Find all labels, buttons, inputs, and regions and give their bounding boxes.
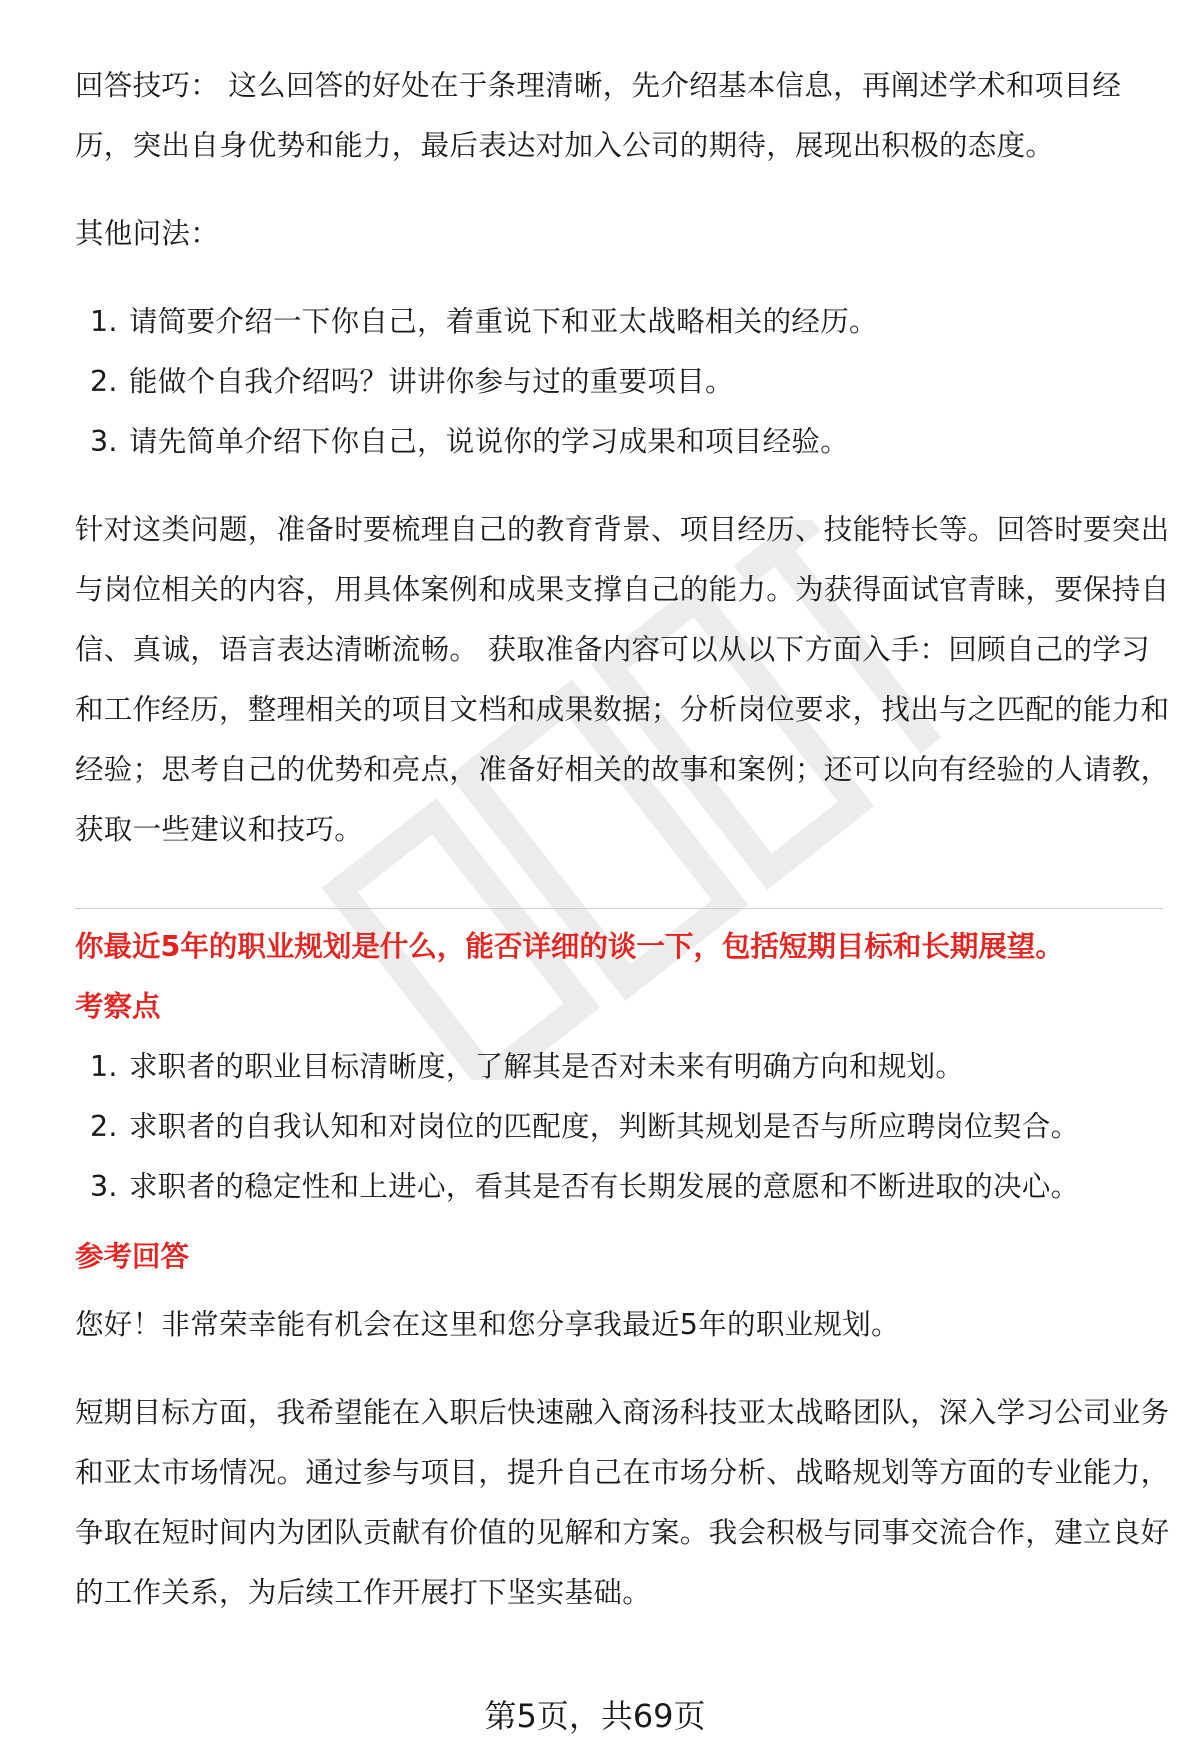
- list-item-text: 求职者的自我认知和对岗位的匹配度，判断其规划是否与所应聘岗位契合。: [129, 1110, 1080, 1143]
- list-item-text: 求职者的职业目标清晰度，了解其是否对未来有明确方向和规划。: [129, 1050, 965, 1083]
- question-title: 你最近5年的职业规划是什么，能否详细的谈一下，包括短期目标和长期展望。: [75, 930, 1064, 963]
- tip-paragraph: 回答技巧： 这么回答的好处在于条理清晰，先介绍基本信息，再阐述学术和项目经历，突出自身优势和能力，最后表达对加入公司的期待，展现出积极的态度。: [75, 69, 1122, 162]
- other-questions-list: [75, 292, 1175, 472]
- list-number: 1.: [90, 1050, 118, 1083]
- answer-short-term: 短期目标方面，我希望能在入职后快速融入商汤科技亚太战略团队，深入学习公司业务和亚太市场情况。通过参与项目，提升自己在市场分析、战略规划等方面的专业能力，争取在短时间内为团队贡献有价值的见解和方案。我会积极与同事交流合作，建立良好的工作关系，为后续工作开展打下坚实基础。: [75, 1396, 1170, 1609]
- advice-paragraph: 针对这类问题，准备时要梳理自己的教育背景、项目经历、技能特长等。回答时要突出与岗位相关的内容，用具体案例和成果支撑自己的能力。为获得面试官青睐，要保持自信、真诚，语言表达清晰流畅。 获取准备内容可以从以下方面入手：回顾自己的学习和工作经历，整理相关的项目文档和成果数据；分析岗位要求，找出与之匹配的能力和经验；思考自己的优势和亮点，准备好相关的故事和案例；还可以向有经验的人请教，获取一些建议和技巧。: [75, 513, 1170, 846]
- list-item: [75, 1097, 1175, 1157]
- list-item: [75, 292, 1175, 352]
- list-item: [75, 412, 1175, 472]
- document-page: [75, 56, 1175, 1623]
- list-item-text: 请简要介绍一下你自己，着重说下和亚太战略相关的经历。: [129, 305, 878, 338]
- list-item: [75, 352, 1175, 412]
- list-item: [75, 1037, 1175, 1097]
- list-number: 1.: [90, 305, 118, 338]
- list-item: [75, 1157, 1175, 1217]
- list-number: 3.: [90, 1170, 118, 1203]
- focus-points-list: [75, 1037, 1175, 1217]
- list-number: 2.: [90, 365, 118, 398]
- list-number: 3.: [90, 425, 118, 458]
- list-item-text: 求职者的稳定性和上进心，看其是否有长期发展的意愿和不断进取的决心。: [129, 1170, 1080, 1203]
- list-item-text: 能做个自我介绍吗？讲讲你参与过的重要项目。: [129, 365, 734, 398]
- answer-heading: 参考回答: [75, 1240, 190, 1273]
- other-questions-label: 其他问法：: [75, 217, 220, 250]
- answer-greeting: 您好！非常荣幸能有机会在这里和您分享我最近5年的职业规划。: [75, 1308, 900, 1341]
- focus-heading: 考察点: [75, 990, 161, 1023]
- section-divider: [75, 908, 1163, 909]
- list-item-text: 请先简单介绍下你自己，说说你的学习成果和项目经验。: [129, 425, 850, 458]
- list-number: 2.: [90, 1110, 118, 1143]
- page-number-footer: 第5页，共69页: [484, 1697, 706, 1735]
